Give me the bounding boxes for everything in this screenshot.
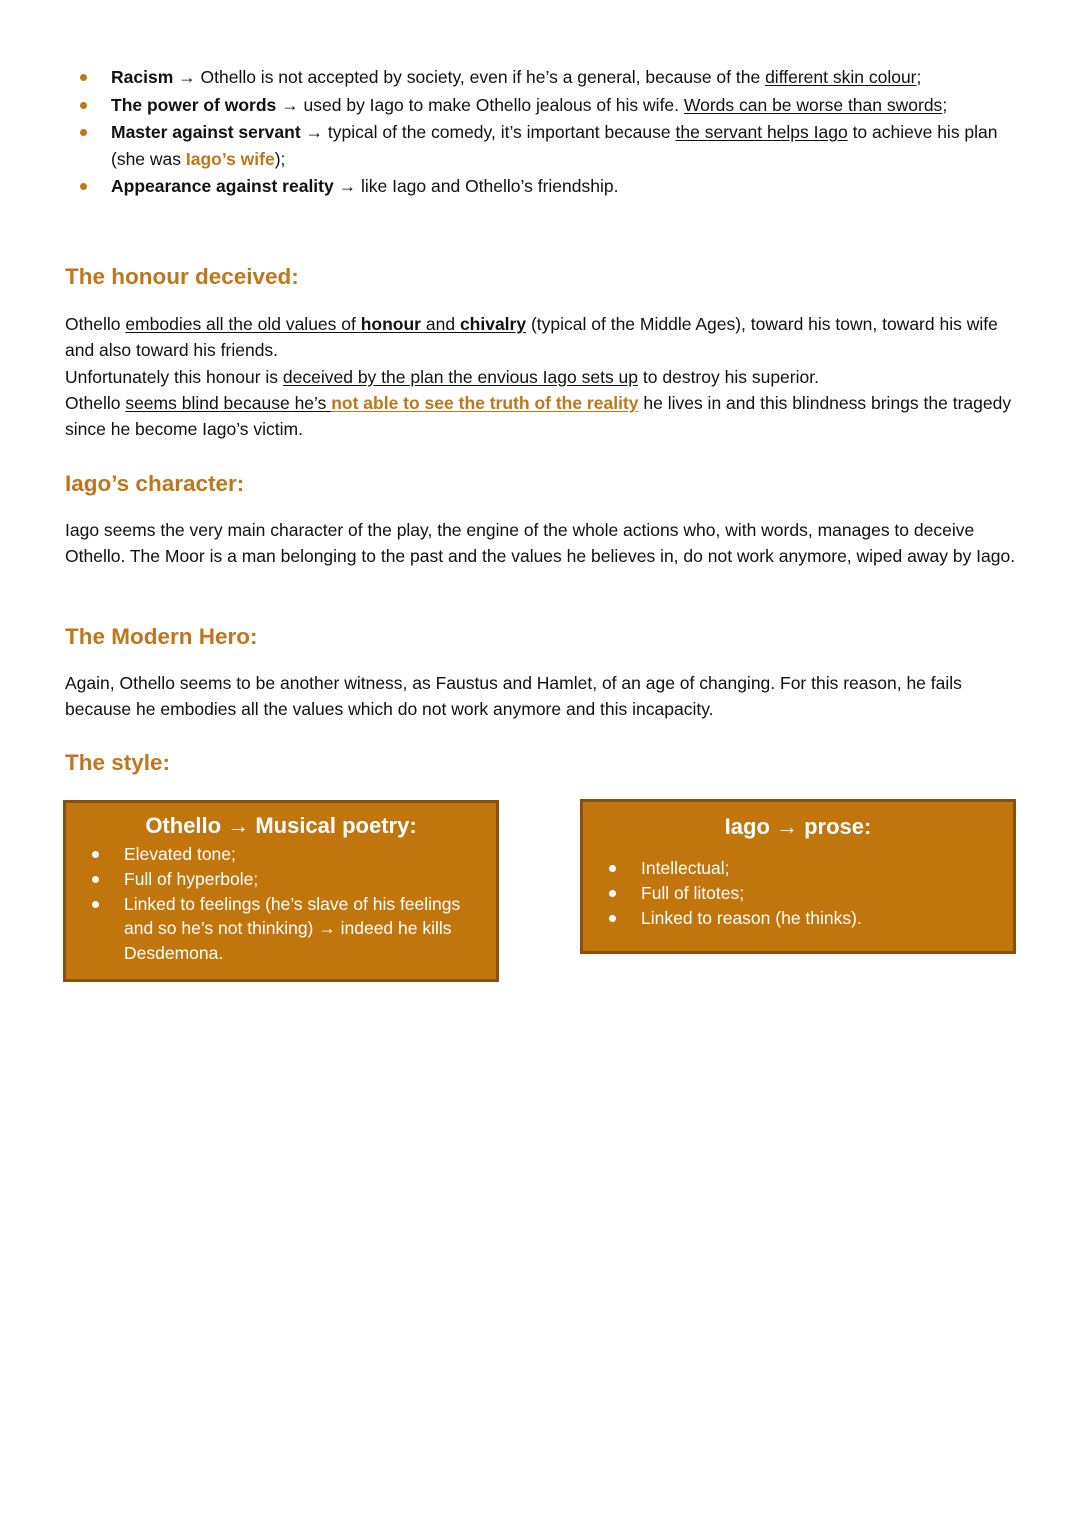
section-heading-iago: Iago’s character: <box>65 471 245 496</box>
paragraph-text: Iago seems the very main character of the play, the engine of the whole actions who, with words, manages to deceive Othello. The Moor is a man belonging to the past and the values he believes in, do not work anymore, wiped away by Iago. <box>65 520 1016 567</box>
list-item <box>583 906 1013 931</box>
text-run: Othello <box>65 314 126 334</box>
honour-paragraphs <box>65 311 1020 442</box>
themes-list <box>74 64 1014 201</box>
list-item-text: Linked to feelings (he’s slave of his feelings and so he’s not thinking) → indeed he kills Desdemona. <box>124 893 461 964</box>
bullet-icon <box>609 865 616 872</box>
list-item <box>74 119 1014 172</box>
iago-style-box <box>580 799 1016 954</box>
text-run: Unfortunately this honour is <box>65 366 283 387</box>
theme-underlined: the servant helps Iago <box>675 122 848 142</box>
text-run: and <box>421 314 460 334</box>
list-item <box>583 881 1013 906</box>
modern-hero-paragraph <box>65 670 1020 723</box>
theme-text: used by Iago to make Othello jealous of his wife. <box>303 94 684 115</box>
theme-highlight: Iago’s wife <box>185 148 275 169</box>
underlined-run: deceived by the plan the envious Iago sets up <box>282 366 639 387</box>
othello-style-list <box>66 842 496 966</box>
list-item <box>66 842 496 867</box>
list-item <box>66 867 496 892</box>
honour-paragraph-3 <box>65 390 1020 443</box>
list-item-text: Intellectual; <box>641 858 730 878</box>
section-heading-modern-hero: The Modern Hero: <box>65 624 258 649</box>
bold-run: honour <box>360 314 421 334</box>
list-item-text: Elevated tone; <box>124 844 236 864</box>
paragraph-text: Again, Othello seems to be another witness, as Faustus and Hamlet, of an age of changing. For this reason, he fails because he embodies all the values which do not work anymore and this incapacity. <box>65 673 962 720</box>
theme-text: like Iago and Othello’s friendship. <box>360 176 619 196</box>
bullet-icon <box>80 129 87 136</box>
underlined-run <box>125 314 526 334</box>
honour-paragraph-2 <box>65 364 1020 390</box>
theme-term: Master against servant <box>111 122 301 142</box>
othello-style-box <box>63 800 499 982</box>
text-run: to destroy his superior. <box>638 366 819 387</box>
list-item <box>74 173 1014 200</box>
theme-term: Appearance against reality <box>111 176 334 196</box>
theme-text-end: ; <box>916 67 922 87</box>
list-item <box>74 64 1014 91</box>
section-heading-honour: The honour deceived: <box>65 264 299 289</box>
list-item-text: Full of litotes; <box>641 882 745 903</box>
theme-text-middle: to achieve his plan (she was <box>111 122 998 169</box>
theme-term: The power of words <box>111 94 277 115</box>
text-run: Othello <box>65 392 126 413</box>
list-item <box>583 856 1013 881</box>
arrow-icon: → <box>300 122 328 142</box>
theme-text: typical of the comedy, it’s important because <box>327 122 676 142</box>
theme-text-end: ); <box>274 148 286 169</box>
bullet-icon <box>92 901 99 908</box>
theme-underlined: Words can be worse than swords <box>683 94 943 115</box>
list-item <box>66 892 496 966</box>
box-title: Iago → prose: <box>724 814 872 839</box>
theme-text-end: ; <box>942 94 948 115</box>
bullet-icon <box>80 102 87 109</box>
bold-run: chivalry <box>459 314 527 334</box>
arrow-icon: → <box>333 176 361 196</box>
highlight-run: not able to see the truth of the reality <box>331 392 639 413</box>
list-item-text: Linked to reason (he thinks). <box>641 907 862 928</box>
theme-text: Othello is not accepted by society, even if he’s a general, because of the <box>200 67 766 87</box>
text-run: embodies all the old values of <box>125 314 361 334</box>
bullet-icon <box>80 74 87 81</box>
bullet-icon <box>92 876 99 883</box>
theme-underlined: different skin colour <box>765 67 917 87</box>
text-run: he lives in and this blindness brings the tragedy since he become Iago’s victim. <box>65 392 1012 440</box>
bullet-icon <box>80 183 87 190</box>
bullet-icon <box>609 915 616 922</box>
section-heading-style: The style: <box>65 750 171 775</box>
arrow-icon: → <box>173 67 201 87</box>
list-item <box>74 92 1014 119</box>
underlined-run: seems blind because he’s <box>125 392 332 413</box>
iago-paragraph <box>65 517 1020 570</box>
box-title: Othello → Musical poetry: <box>145 813 417 838</box>
iago-style-list <box>583 856 1013 930</box>
honour-paragraph-1 <box>65 311 1020 364</box>
list-item-text: Full of hyperbole; <box>124 868 259 889</box>
text-run: (typical of the Middle Ages), toward his town, toward his wife and also toward his friends. <box>65 314 998 361</box>
bullet-icon <box>92 851 99 858</box>
theme-term: Racism <box>111 67 174 87</box>
arrow-icon: → <box>276 94 304 115</box>
bullet-icon <box>609 890 616 897</box>
